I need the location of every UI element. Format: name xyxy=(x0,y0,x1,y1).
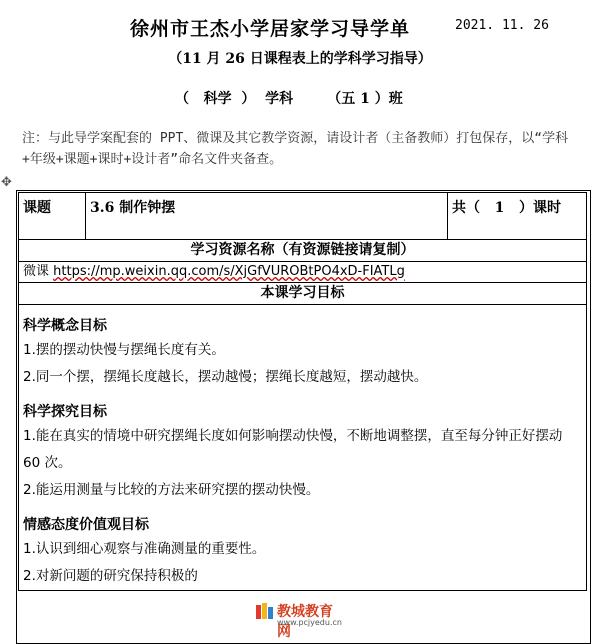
resource-link[interactable]: https://mp.weixin.qq.com/s/XjGfVUROBtPO4xD-FIATLg xyxy=(53,264,405,279)
table-row xyxy=(19,305,587,591)
topic-label: 课题 xyxy=(19,193,86,240)
watermark-url: www.pcjyedu.cn xyxy=(277,618,342,627)
document-subtitle: （11 月 26 日课程表上的学科学习指导） xyxy=(168,51,432,67)
table-row xyxy=(19,193,587,240)
watermark-text: 教城教育网 xyxy=(277,604,333,640)
site-logo-icon xyxy=(255,602,275,622)
list-item: 1.摆的摆动快慢与摆绳长度有关。 xyxy=(23,342,225,358)
resource-prefix: 微课 xyxy=(23,264,54,279)
table-row xyxy=(19,262,587,283)
table-row xyxy=(19,240,587,262)
section-heading-inquiry: 科学探究目标 xyxy=(23,404,107,420)
goals-header: 本课学习目标 xyxy=(19,283,587,305)
study-guide-table xyxy=(18,192,587,591)
list-item: 1.认识到细心观察与准确测量的重要性。 xyxy=(23,541,266,557)
lesson-title: 3.6 制作钟摆 xyxy=(86,193,448,240)
goals-content xyxy=(19,305,587,591)
watermark-logo xyxy=(255,600,345,640)
resource-link-cell xyxy=(19,262,587,283)
section-heading-attitude: 情感态度价值观目标 xyxy=(23,517,149,533)
list-item: 2.能运用测量与比较的方法来研究摆的摆动快慢。 xyxy=(23,482,320,498)
document-title: 徐州市王杰小学居家学习导学单 xyxy=(130,18,411,40)
section-heading-concept: 科学概念目标 xyxy=(23,318,107,334)
list-item: 2.同一个摆，摆绳长度越长，摆动越慢；摆绳长度越短，摆动越快。 xyxy=(23,369,428,385)
note-text: 注：与此导学案配套的 PPT、微课及其它教学资源，请设计者（主备教师）打包保存，以“学科+年级+课题+课时+设计者”命名文件夹备查。 xyxy=(22,131,569,167)
table-row xyxy=(19,283,587,305)
resource-header: 学习资源名称（有资源链接请复制） xyxy=(19,240,587,262)
table-move-handle-icon[interactable]: ✥ xyxy=(1,175,12,190)
lesson-hours: 共（ 1 ）课时 xyxy=(448,193,587,240)
subject-class-line: （ 科学 ） 学科 （五 1 ）班 xyxy=(175,91,403,107)
list-item: 2.对新问题的研究保持积极的 xyxy=(23,568,198,584)
document-date: 2021. 11. 26 xyxy=(455,18,549,33)
list-item: 1.能在真实的情境中研究摆绳长度如何影响摆动快慢，不断地调整摆，直至每分钟正好摆动 60 次。 xyxy=(23,428,563,471)
title-row xyxy=(0,14,600,44)
